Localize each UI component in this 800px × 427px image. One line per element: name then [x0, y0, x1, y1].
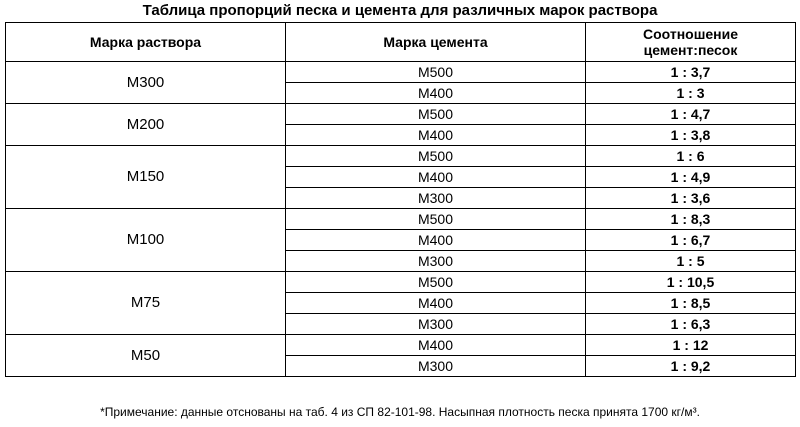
- mortar-grade-cell: М300: [6, 62, 286, 104]
- ratio-cell: 1 : 3,8: [586, 125, 796, 146]
- ratio-cell: 1 : 9,2: [586, 356, 796, 377]
- mortar-grade-cell: М75: [6, 272, 286, 335]
- mortar-grade-cell: М100: [6, 209, 286, 272]
- header-mortar-grade: Марка раствора: [6, 23, 286, 62]
- table-header-row: [6, 23, 796, 62]
- mortar-grade-cell: М50: [6, 335, 286, 377]
- ratio-cell: 1 : 5: [586, 251, 796, 272]
- cement-grade-cell: М300: [286, 251, 586, 272]
- cement-grade-cell: М400: [286, 293, 586, 314]
- cement-grade-cell: М300: [286, 188, 586, 209]
- cement-grade-cell: М400: [286, 167, 586, 188]
- ratio-cell: 1 : 8,5: [586, 293, 796, 314]
- cement-grade-cell: М300: [286, 314, 586, 335]
- ratio-cell: 1 : 3,7: [586, 62, 796, 83]
- table-row: [6, 209, 796, 230]
- cement-grade-cell: М400: [286, 125, 586, 146]
- mortar-grade-cell: М150: [6, 146, 286, 209]
- ratio-cell: 1 : 4,9: [586, 167, 796, 188]
- table-title: Таблица пропорций песка и цемента для различных марок раствора: [142, 2, 658, 19]
- cement-grade-cell: М400: [286, 230, 586, 251]
- table-row: [6, 272, 796, 293]
- ratio-cell: 1 : 10,5: [586, 272, 796, 293]
- cement-grade-cell: М400: [286, 83, 586, 104]
- header-ratio: [586, 23, 796, 62]
- cement-grade-cell: М500: [286, 209, 586, 230]
- ratio-cell: 1 : 3: [586, 83, 796, 104]
- mortar-grade-cell: М200: [6, 104, 286, 146]
- cement-grade-cell: М500: [286, 146, 586, 167]
- header-ratio-line2: цемент:песок: [643, 42, 738, 58]
- cement-grade-cell: М500: [286, 104, 586, 125]
- ratio-cell: 1 : 6,7: [586, 230, 796, 251]
- cement-grade-cell: М500: [286, 272, 586, 293]
- ratio-cell: 1 : 3,6: [586, 188, 796, 209]
- ratio-cell: 1 : 6,3: [586, 314, 796, 335]
- ratio-cell: 1 : 8,3: [586, 209, 796, 230]
- table-body: [6, 62, 796, 377]
- ratio-cell: 1 : 6: [586, 146, 796, 167]
- header-ratio-line1: Соотношение: [642, 26, 739, 42]
- ratio-cell: 1 : 4,7: [586, 104, 796, 125]
- table-row: [6, 146, 796, 167]
- cement-grade-cell: М400: [286, 335, 586, 356]
- cement-grade-cell: М300: [286, 356, 586, 377]
- table-row: [6, 335, 796, 356]
- ratio-cell: 1 : 12: [586, 335, 796, 356]
- footnote: *Примечание: данные отснованы на таб. 4 из СП 82-101-98. Насыпная плотность песка принята 1700 кг/м³.: [100, 405, 700, 419]
- table-row: [6, 62, 796, 83]
- proportions-table: [5, 22, 796, 377]
- table-row: [6, 104, 796, 125]
- cement-grade-cell: М500: [286, 62, 586, 83]
- header-cement-grade: Марка цемента: [286, 23, 586, 62]
